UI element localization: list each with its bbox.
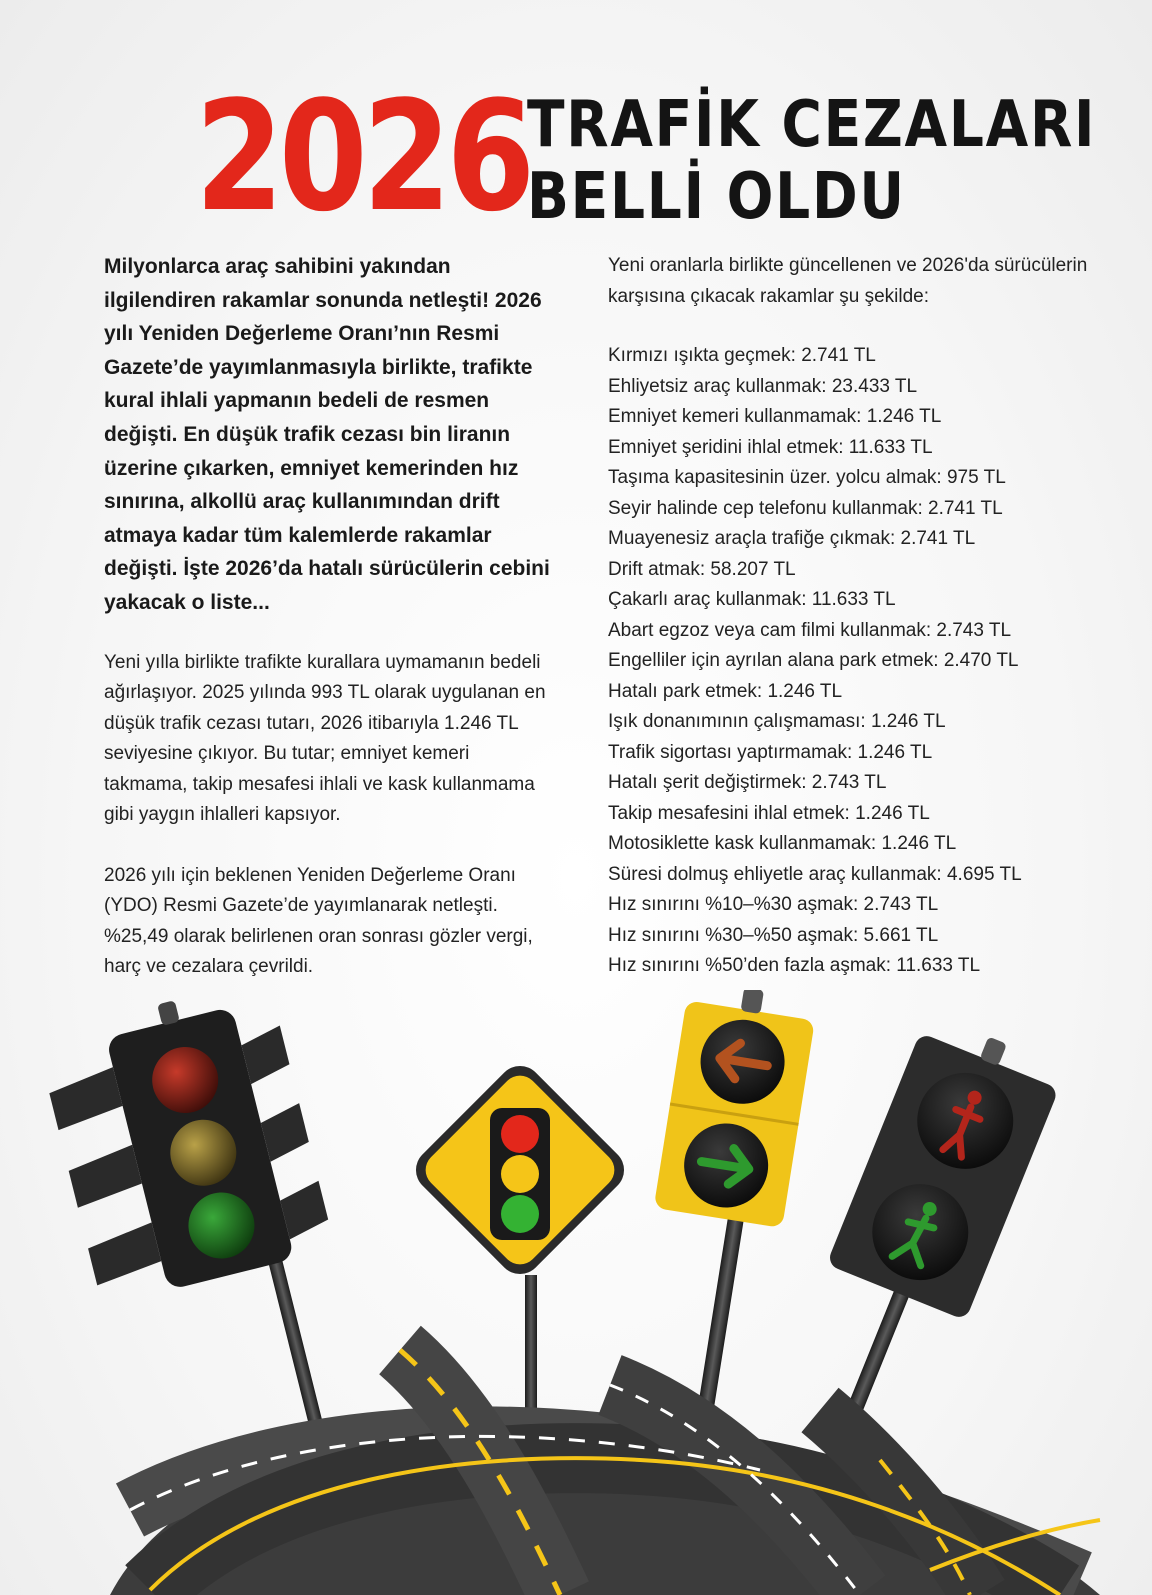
road-tangle xyxy=(110,1350,1100,1595)
fine-item: Süresi dolmuş ehliyetle araç kullanmak: 4.695 TL xyxy=(608,863,1022,885)
fines-list xyxy=(608,341,1128,982)
left-column xyxy=(104,250,554,1013)
fine-item: Hatalı şerit değiştirmek: 2.743 TL xyxy=(608,772,887,793)
body-paragraph-2: 2026 yılı için beklenen Yeniden Değerleme Oranı (YDO) Resmi Gazete’de yayımlanarak netleşti. %25,49 olarak belirlenen oran sonrası gözler vergi, harç ve cezalara çevrildi. xyxy=(104,864,533,978)
fine-item: Engelliler için ayrılan alana park etmek: 2.470 TL xyxy=(608,650,1019,671)
fine-item: Işık donanımının çalışmaması: 1.246 TL xyxy=(608,711,946,732)
fines-list-intro: Yeni oranlarla birlikte güncellenen ve 2026'da sürücülerin karşısına çıkacak rakamlar şu şekilde: xyxy=(608,255,1088,307)
fine-item: Abart egzoz veya cam filmi kullanmak: 2.743 TL xyxy=(608,619,1012,641)
body-paragraph-1: Yeni yılla birlikte trafikte kurallara uymamanın bedeli ağırlaşıyor. 2025 yılında 993 TL olarak uygulanan en düşük trafik cezası tutarı, 2026 itibarıyla 1.246 TL seviyesine çıkıyor. Bu tutar; emniyet kemeri takmama, takip mesafesi ihlali ve kask kullanmama gibi yaygın ihlalleri kapsıyor. xyxy=(104,651,546,826)
fine-item: Emniyet kemeri kullanmamak: 1.246 TL xyxy=(608,406,942,427)
headline-year: 2026 xyxy=(195,68,531,245)
fine-item: Muayenesiz araçla trafiğe çıkmak: 2.741 TL xyxy=(608,528,976,549)
fine-item: Hız sınırını %30–%50 aşmak: 5.661 TL xyxy=(608,924,939,946)
traffic-lights-illustration xyxy=(0,990,1152,1595)
traffic-light-arrows xyxy=(654,990,819,1228)
fine-item: Hız sınırını %10–%30 aşmak: 2.743 TL xyxy=(608,894,939,915)
headline xyxy=(195,68,1097,245)
intro-paragraph: Milyonlarca araç sahibini yakından ilgilendiren rakamlar sonunda netleşti! 2026 yılı Yeniden Değerleme Oranı’nın Resmi Gazete’de yayımlanmasıyla birlikte, trafikte kural ihlali yapmanın bedeli de resmen değişti. En düşük trafik cezası bin liranın üzerine çıkarken, emniyet kemerinden hız sınırına, alkollü araç kullanımından drift atmaya kadar tüm kalemlerde rakamlar değişti. İşte 2026’da hatalı sürücülerin cebini yakacak o liste... xyxy=(104,255,550,614)
pedestrian-light xyxy=(826,1012,1067,1320)
fine-item: Taşıma kapasitesinin üzer. yolcu almak: 975 TL xyxy=(608,467,1006,488)
fine-item: Kırmızı ışıkta geçmek: 2.741 TL xyxy=(608,345,876,366)
fine-item: Hatalı park etmek: 1.246 TL xyxy=(608,680,843,702)
fine-item: Hız sınırını %50’den fazla aşmak: 11.633 TL xyxy=(608,955,981,976)
headline-title-line-1: TRAFİK CEZALARI xyxy=(527,88,1097,162)
fine-item: Ehliyetsiz araç kullanmak: 23.433 TL xyxy=(608,375,918,397)
traffic-light-left xyxy=(35,990,336,1307)
headline-title-line-2: BELLİ OLDU xyxy=(527,160,906,234)
fine-item: Trafik sigortası yaptırmamak: 1.246 TL xyxy=(608,741,933,763)
fine-item: Takip mesafesini ihlal etmek: 1.246 TL xyxy=(608,802,930,824)
fine-item: Çakarlı araç kullanmak: 11.633 TL xyxy=(608,589,896,610)
fine-item: Emniyet şeridini ihlal etmek: 11.633 TL xyxy=(608,436,933,458)
traffic-sign xyxy=(407,1057,633,1283)
fine-item: Seyir halinde cep telefonu kullanmak: 2.741 TL xyxy=(608,497,1003,519)
fine-item: Drift atmak: 58.207 TL xyxy=(608,558,796,580)
right-column xyxy=(608,250,1128,982)
fine-item: Motosiklette kask kullanmamak: 1.246 TL xyxy=(608,833,957,854)
